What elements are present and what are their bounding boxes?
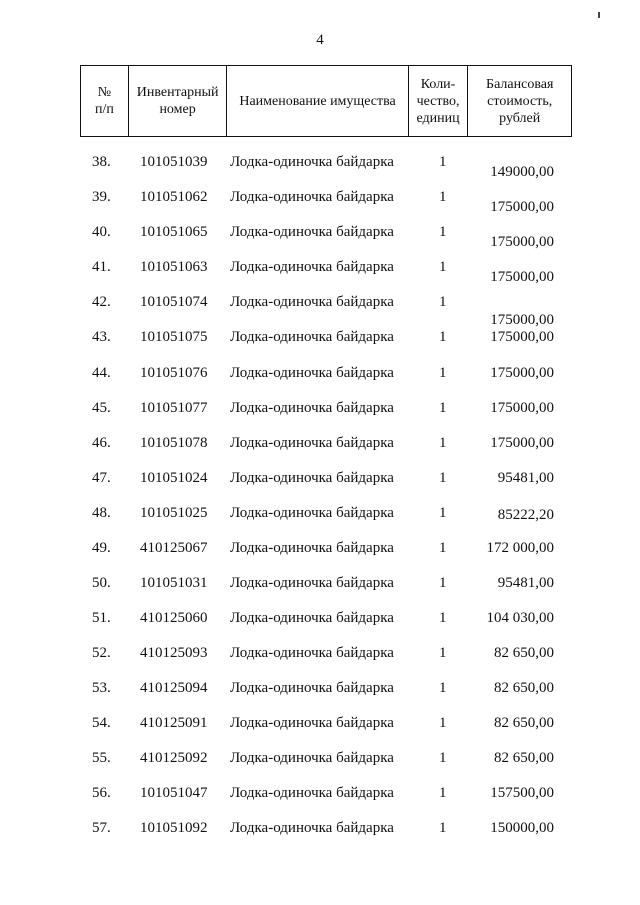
item-quantity: 1 xyxy=(439,470,447,486)
item-quantity: 1 xyxy=(439,189,447,205)
inventory-number: 101051025 xyxy=(140,505,208,521)
item-name: Лодка-одиночка байдарка xyxy=(230,680,394,696)
item-quantity: 1 xyxy=(439,259,447,275)
table-row xyxy=(0,783,640,803)
item-name: Лодка-одиночка байдарка xyxy=(230,785,394,801)
row-number: 53. xyxy=(92,680,111,696)
row-number: 56. xyxy=(92,785,111,801)
header-line: Балансовая xyxy=(486,76,554,92)
item-name: Лодка-одиночка байдарка xyxy=(230,224,394,240)
header-line: рублей xyxy=(499,110,541,126)
table-row xyxy=(0,363,640,383)
item-quantity: 1 xyxy=(439,505,447,521)
item-value: 175000,00 xyxy=(490,365,554,381)
item-name: Лодка-одиночка байдарка xyxy=(230,365,394,381)
item-quantity: 1 xyxy=(439,610,447,626)
inventory-number: 101051065 xyxy=(140,224,208,240)
row-number: 48. xyxy=(92,505,111,521)
row-number: 54. xyxy=(92,715,111,731)
inventory-number: 410125060 xyxy=(140,610,208,626)
item-value: 82 650,00 xyxy=(494,645,554,661)
inventory-number: 101051078 xyxy=(140,435,208,451)
inventory-number: 410125093 xyxy=(140,645,208,661)
item-name: Лодка-одиночка байдарка xyxy=(230,294,394,310)
table-row xyxy=(0,818,640,838)
item-value: 82 650,00 xyxy=(494,715,554,731)
item-name: Лодка-одиночка байдарка xyxy=(230,540,394,556)
table-row xyxy=(0,292,640,328)
item-quantity: 1 xyxy=(439,329,447,345)
table-row xyxy=(0,433,640,453)
item-value: 85222,20 xyxy=(497,507,554,523)
item-quantity: 1 xyxy=(439,400,447,416)
item-name: Лодка-одиночка байдарка xyxy=(230,575,394,591)
row-number: 47. xyxy=(92,470,111,486)
item-value: 175000,00 xyxy=(490,312,554,328)
table-row xyxy=(0,327,640,347)
table-row xyxy=(0,643,640,663)
header-line: Наименование имущества xyxy=(239,93,396,109)
inventory-number: 410125091 xyxy=(140,715,208,731)
table-row xyxy=(0,468,640,488)
page-number: 4 xyxy=(316,32,324,48)
item-quantity: 1 xyxy=(439,540,447,556)
item-quantity: 1 xyxy=(439,750,447,766)
inventory-number: 101051074 xyxy=(140,294,208,310)
header-line: номер xyxy=(159,102,196,117)
table-row xyxy=(0,713,640,733)
row-number: 40. xyxy=(92,224,111,240)
inventory-number: 101051063 xyxy=(140,259,208,275)
row-number: 51. xyxy=(92,610,111,626)
item-value: 175000,00 xyxy=(490,400,554,416)
table-row xyxy=(0,187,640,215)
item-value: 82 650,00 xyxy=(494,680,554,696)
item-quantity: 1 xyxy=(439,435,447,451)
item-quantity: 1 xyxy=(439,820,447,836)
item-quantity: 1 xyxy=(439,365,447,381)
inventory-number: 101051047 xyxy=(140,785,208,801)
item-value: 82 650,00 xyxy=(494,750,554,766)
table-row xyxy=(0,503,640,523)
item-name: Лодка-одиночка байдарка xyxy=(230,259,394,275)
header-line: п/п xyxy=(94,102,114,117)
table-row xyxy=(0,152,640,180)
item-name: Лодка-одиночка байдарка xyxy=(230,645,394,661)
item-quantity: 1 xyxy=(439,785,447,801)
item-name: Лодка-одиночка байдарка xyxy=(230,750,394,766)
row-number: 52. xyxy=(92,645,111,661)
item-name: Лодка-одиночка байдарка xyxy=(230,715,394,731)
table-row xyxy=(0,538,640,558)
row-number: 45. xyxy=(92,400,111,416)
item-quantity: 1 xyxy=(439,294,447,310)
inventory-number: 101051092 xyxy=(140,820,208,836)
header-line: стоимость, xyxy=(487,93,553,109)
item-name: Лодка-одиночка байдарка xyxy=(230,329,394,345)
row-number: 38. xyxy=(92,154,111,170)
row-number: 42. xyxy=(92,294,111,310)
item-quantity: 1 xyxy=(439,680,447,696)
row-number: 46. xyxy=(92,435,111,451)
table-row xyxy=(0,222,640,250)
header-line: Инвентарный xyxy=(136,85,219,100)
table-row xyxy=(0,257,640,285)
inventory-number: 101051031 xyxy=(140,575,208,591)
header-line: единиц xyxy=(416,110,460,126)
table-row xyxy=(0,398,640,418)
item-name: Лодка-одиночка байдарка xyxy=(230,189,394,205)
item-value: 149000,00 xyxy=(490,164,554,180)
header-line: чество, xyxy=(416,93,460,109)
inventory-number: 410125092 xyxy=(140,750,208,766)
inventory-number: 101051039 xyxy=(140,154,208,170)
item-quantity: 1 xyxy=(439,154,447,170)
item-value: 175000,00 xyxy=(490,269,554,285)
inventory-number: 101051062 xyxy=(140,189,208,205)
row-number: 43. xyxy=(92,329,111,345)
item-value: 95481,00 xyxy=(497,470,554,486)
item-quantity: 1 xyxy=(439,575,447,591)
header-line: Коли- xyxy=(420,76,456,92)
item-quantity: 1 xyxy=(439,715,447,731)
row-number: 50. xyxy=(92,575,111,591)
inventory-number: 101051077 xyxy=(140,400,208,416)
item-name: Лодка-одиночка байдарка xyxy=(230,435,394,451)
item-quantity: 1 xyxy=(439,224,447,240)
item-name: Лодка-одиночка байдарка xyxy=(230,400,394,416)
item-quantity: 1 xyxy=(439,645,447,661)
inventory-number: 101051024 xyxy=(140,470,208,486)
item-value: 157500,00 xyxy=(490,785,554,801)
row-number: 55. xyxy=(92,750,111,766)
item-name: Лодка-одиночка байдарка xyxy=(230,154,394,170)
item-name: Лодка-одиночка байдарка xyxy=(230,505,394,521)
item-value: 95481,00 xyxy=(497,575,554,591)
inventory-number: 101051075 xyxy=(140,329,208,345)
inventory-number: 101051076 xyxy=(140,365,208,381)
table-row xyxy=(0,608,640,628)
item-value: 175000,00 xyxy=(490,435,554,451)
row-number: 44. xyxy=(92,365,111,381)
item-value: 104 030,00 xyxy=(486,610,554,626)
item-value: 150000,00 xyxy=(490,820,554,836)
item-name: Лодка-одиночка байдарка xyxy=(230,820,394,836)
row-number: 57. xyxy=(92,820,111,836)
row-number: 49. xyxy=(92,540,111,556)
item-value: 175000,00 xyxy=(490,199,554,215)
item-value: 175000,00 xyxy=(490,234,554,250)
row-number: 39. xyxy=(92,189,111,205)
item-name: Лодка-одиночка байдарка xyxy=(230,610,394,626)
header-line: № xyxy=(97,85,112,100)
row-number: 41. xyxy=(92,259,111,275)
table-row xyxy=(0,748,640,768)
table-row xyxy=(0,678,640,698)
item-value: 172 000,00 xyxy=(486,540,554,556)
inventory-number: 410125094 xyxy=(140,680,208,696)
table-row xyxy=(0,573,640,593)
item-value: 175000,00 xyxy=(490,329,554,345)
item-name: Лодка-одиночка байдарка xyxy=(230,470,394,486)
inventory-number: 410125067 xyxy=(140,540,208,556)
